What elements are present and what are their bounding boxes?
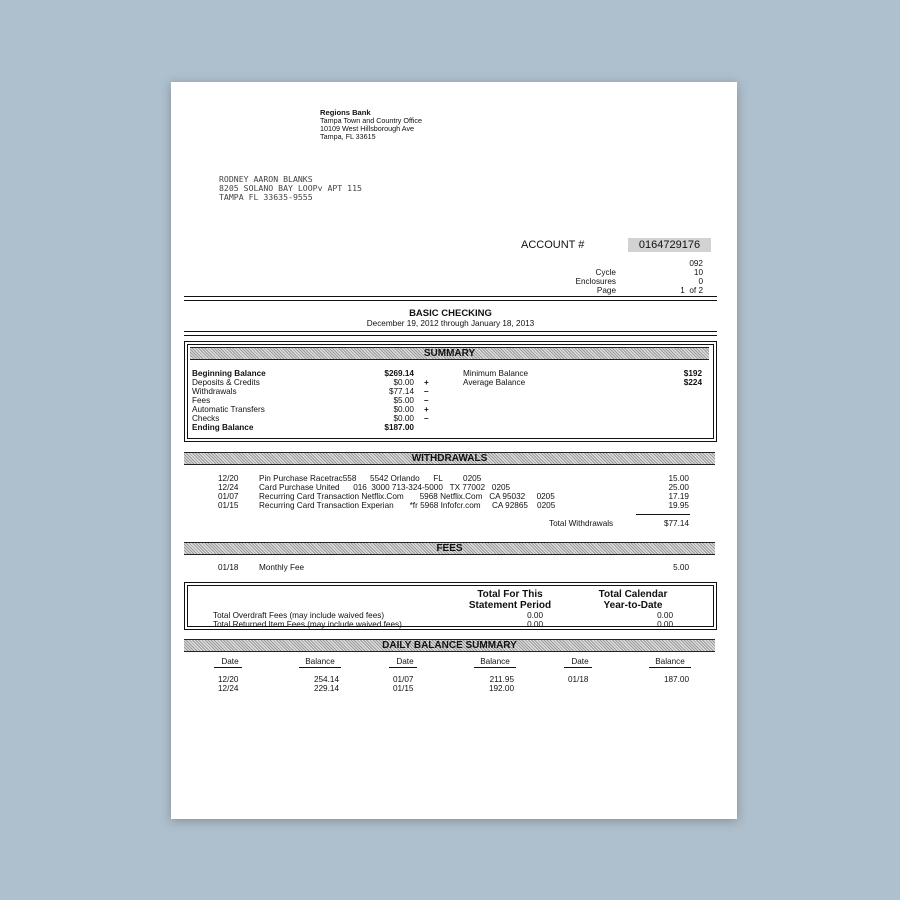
summary-row-label: Deposits & Credits (192, 378, 260, 387)
account-label: ACCOUNT # (521, 239, 585, 251)
fee-ytd-header-line1: Total Calendar (598, 589, 668, 600)
fee-date: 01/18 (218, 563, 239, 572)
withdrawal-amount: 17.19 (668, 492, 689, 501)
summary-row-value: $0.00 (393, 378, 414, 387)
branch-code: 092 (689, 259, 703, 268)
enclosures-value: 0 (698, 277, 703, 286)
daily-date: 12/20 (218, 675, 239, 684)
statement-period: December 19, 2012 through January 18, 2013 (366, 319, 535, 328)
cycle-value: 10 (693, 268, 703, 277)
summary-row-value: $77.14 (388, 387, 414, 396)
daily-balance: 211.95 (489, 675, 514, 684)
bank-statement-page (171, 82, 737, 819)
overdraft-period-value: 0.00 (527, 611, 543, 620)
divider (184, 331, 717, 336)
withdrawal-amount: 25.00 (668, 483, 689, 492)
avg-balance-label: Average Balance (463, 378, 526, 387)
withdrawals-heading: WITHDRAWALS (411, 453, 488, 464)
account-number: 0164729176 (628, 238, 711, 252)
daily-balance-header: Balance (305, 657, 335, 666)
total-rule (636, 514, 690, 515)
summary-row-label: Beginning Balance (192, 369, 266, 378)
summary-row-value: $269.14 (384, 369, 414, 378)
summary-row-value: $0.00 (393, 405, 414, 414)
daily-date: 01/18 (568, 675, 589, 684)
overdraft-fees-label: Total Overdraft Fees (may include waived fees) (213, 611, 385, 620)
withdrawal-date: 01/07 (218, 492, 239, 501)
header-underline (649, 667, 691, 668)
fee-totals-box (184, 582, 717, 630)
summary-row-label: Automatic Transfers (192, 405, 265, 414)
bank-name: Regions Bank (320, 108, 371, 117)
daily-balance: 229.14 (313, 684, 339, 693)
header-underline (214, 667, 242, 668)
summary-row-value: $0.00 (393, 414, 414, 423)
summary-row-sign: – (424, 387, 429, 396)
daily-balance-heading: DAILY BALANCE SUMMARY (382, 640, 517, 651)
customer-city: TAMPA FL 33635-9555 (219, 192, 313, 203)
total-withdrawals-value: $77.14 (663, 519, 689, 528)
returned-period-value: 0.00 (527, 620, 543, 629)
fee-period-header (450, 589, 570, 611)
fee-ytd-header (573, 589, 693, 611)
customer-street: 8205 SOLANO BAY LOOPv APT 115 (219, 183, 362, 194)
avg-balance-value: $224 (683, 378, 702, 387)
page-value: 1 of 2 (680, 286, 703, 295)
summary-row-label: Ending Balance (192, 423, 254, 432)
summary-row-label: Fees (192, 396, 211, 405)
header-underline (389, 667, 417, 668)
daily-date-header: Date (571, 657, 589, 666)
daily-balance-table (171, 657, 737, 697)
withdrawal-description: Recurring Card Transaction Experian *fr 5968 Infofcr.com CA 92865 0205 (259, 501, 556, 510)
summary-inner-box (187, 344, 714, 439)
withdrawal-date: 12/20 (218, 474, 239, 483)
withdrawal-amount: 15.00 (668, 474, 689, 483)
withdrawal-date: 12/24 (218, 483, 239, 492)
summary-row-value: $187.00 (384, 423, 414, 432)
withdrawals-list (171, 474, 737, 514)
fee-period-header-line1: Total For This (477, 589, 543, 600)
withdrawals-heading-bar (184, 452, 715, 465)
summary-row-sign: – (424, 414, 429, 423)
daily-date: 01/15 (393, 684, 414, 693)
fee-amount: 5.00 (673, 563, 689, 572)
daily-balance-header: Balance (655, 657, 685, 666)
page-label: Page (596, 286, 616, 295)
withdrawal-description: Recurring Card Transaction Netflix.Com 5968 Netflix.Com CA 95032 0205 (259, 492, 555, 501)
fee-totals-inner-box (187, 585, 714, 627)
summary-row-label: Withdrawals (192, 387, 237, 396)
daily-balance: 192.00 (488, 684, 514, 693)
fees-heading-bar (184, 542, 715, 555)
header-underline (299, 667, 341, 668)
summary-row-sign: – (424, 396, 429, 405)
withdrawal-date: 01/15 (218, 501, 239, 510)
bank-city: Tampa, FL 33615 (320, 132, 376, 141)
header-underline (474, 667, 516, 668)
withdrawal-description: Pin Purchase Racetrac558 5542 Orlando FL 0205 (259, 474, 482, 483)
bank-address (320, 109, 422, 141)
daily-date-header: Date (221, 657, 239, 666)
fees-heading: FEES (436, 543, 463, 554)
withdrawal-amount: 19.95 (668, 501, 689, 510)
summary-rows (192, 369, 712, 439)
daily-balance: 187.00 (663, 675, 689, 684)
summary-heading-bar (190, 347, 709, 360)
enclosures-label: Enclosures (575, 277, 616, 286)
fee-ytd-header-line2: Year-to-Date (603, 600, 663, 611)
daily-date-header: Date (396, 657, 414, 666)
customer-address (219, 175, 362, 203)
min-balance-label: Minimum Balance (463, 369, 529, 378)
summary-heading: SUMMARY (423, 348, 476, 359)
daily-date: 01/07 (393, 675, 414, 684)
fee-description: Monthly Fee (259, 563, 305, 572)
withdrawal-description: Card Purchase United 016 3000 713-324-5000 TX 77002 0205 (259, 483, 511, 492)
bank-street: 10109 West Hillsborough Ave (320, 124, 415, 133)
header-underline (564, 667, 592, 668)
bank-office: Tampa Town and Country Office (320, 116, 423, 125)
returned-fees-label: Total Returned Item Fees (may include waived fees) (213, 620, 402, 629)
min-balance-value: $192 (683, 369, 702, 378)
summary-box (184, 341, 717, 442)
daily-balance: 254.14 (313, 675, 339, 684)
total-withdrawals-label: Total Withdrawals (549, 519, 614, 528)
returned-ytd-value: 0.00 (657, 620, 673, 629)
overdraft-ytd-value: 0.00 (657, 611, 673, 620)
summary-row-value: $5.00 (393, 396, 414, 405)
divider (184, 296, 717, 301)
daily-date: 12/24 (218, 684, 239, 693)
daily-balance-header: Balance (480, 657, 510, 666)
cycle-label: Cycle (595, 268, 616, 277)
summary-row-sign: + (424, 405, 429, 414)
statement-title: BASIC CHECKING (409, 308, 492, 319)
fee-period-header-line2: Statement Period (468, 600, 552, 611)
customer-name: RODNEY AARON BLANKS (219, 174, 313, 184)
summary-row-label: Checks (192, 414, 220, 423)
summary-row-sign: + (424, 378, 429, 387)
daily-balance-heading-bar (184, 639, 715, 652)
